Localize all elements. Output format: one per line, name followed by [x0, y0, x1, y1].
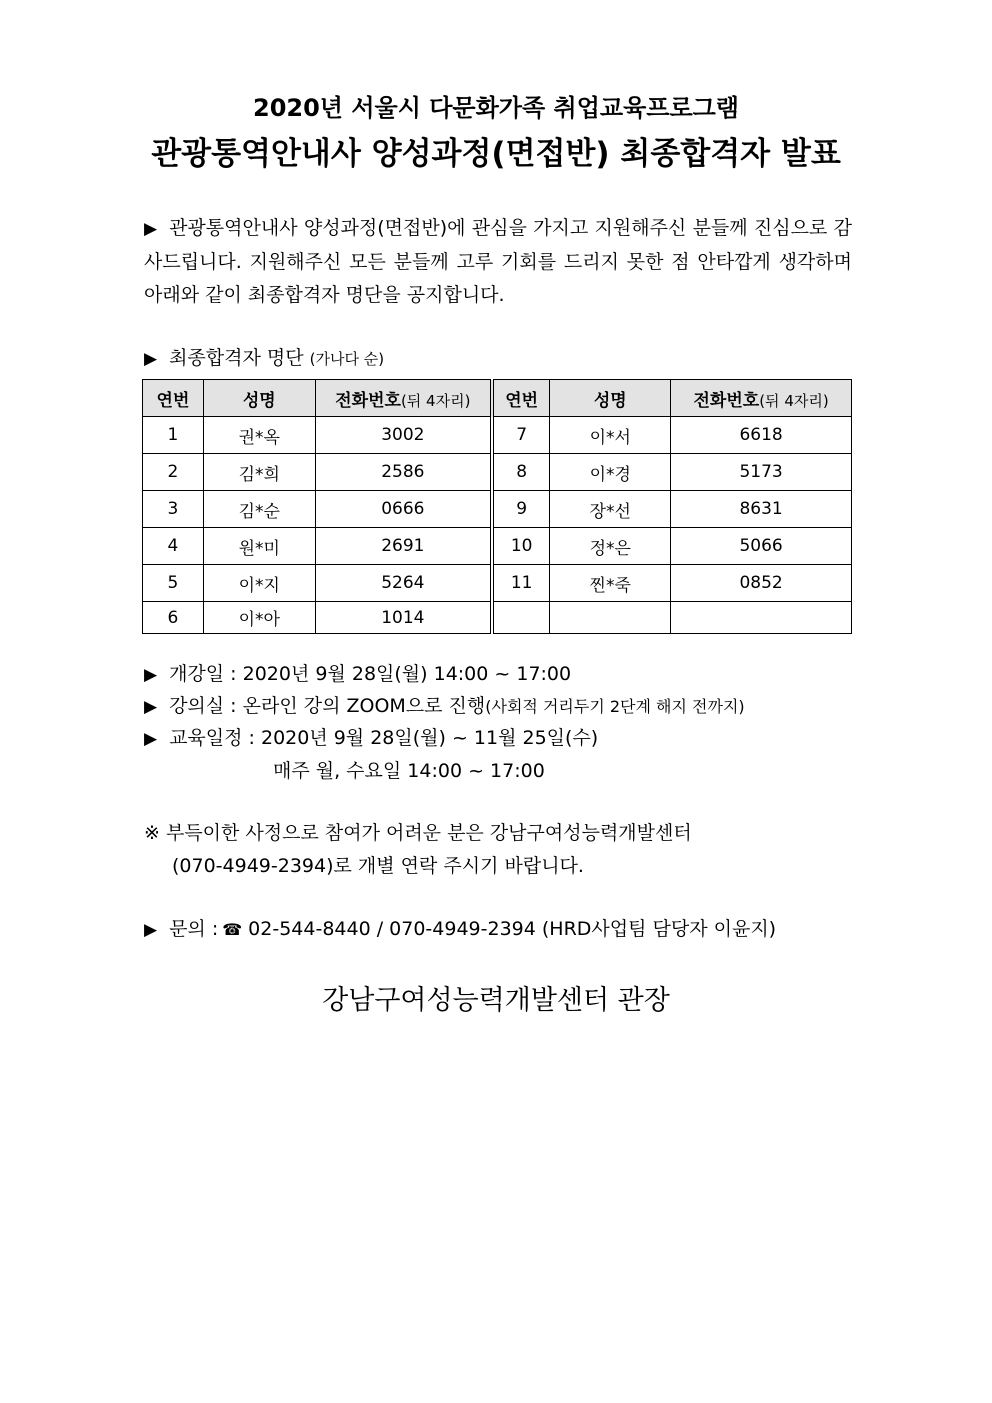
col-header-name: 성명	[550, 380, 671, 417]
cell-no: 11	[492, 565, 550, 602]
table-row	[143, 454, 852, 491]
table-row	[143, 528, 852, 565]
cell-no: 3	[143, 491, 204, 528]
cell-no: 7	[492, 417, 550, 454]
cell-phone: 5173	[671, 454, 852, 491]
cell-no: 1	[143, 417, 204, 454]
col-header-no: 연번	[492, 380, 550, 417]
cell-phone: 6618	[671, 417, 852, 454]
table-row	[143, 602, 852, 634]
cell-name: 김*순	[203, 491, 315, 528]
cell-no: 6	[143, 602, 204, 634]
cell-phone: 2586	[315, 454, 492, 491]
cell-phone: 1014	[315, 602, 492, 634]
table-row	[143, 417, 852, 454]
cell-no: 2	[143, 454, 204, 491]
document-title: 관광통역안내사 양성과정(면접반) 최종합격자 발표	[151, 136, 841, 172]
cell-no: 4	[143, 528, 204, 565]
contact-text: 02-544-8440 / 070-4949-2394 (HRD사업팀 담당자 이윤지)	[248, 918, 777, 940]
cell-no: 9	[492, 491, 550, 528]
schedule-room: ▶ 강의실 : 온라인 강의 ZOOM으로 진행(사회적 거리두기 2단계 해지 전까지)	[144, 695, 745, 717]
signature: 강남구여성능력개발센터 관장	[322, 985, 670, 1016]
phone-icon: ☎	[222, 920, 243, 939]
col-header-phone: 전화번호(뒤 4자리)	[315, 380, 492, 417]
col-header-no: 연번	[143, 380, 204, 417]
cell-name: 찐*죽	[550, 565, 671, 602]
cell-name: 원*미	[203, 528, 315, 565]
cell-phone: 2691	[315, 528, 492, 565]
cell-phone: 5066	[671, 528, 852, 565]
table-row	[143, 491, 852, 528]
table-header-row	[143, 380, 852, 417]
cell-name: 장*선	[550, 491, 671, 528]
cell-no	[492, 602, 550, 634]
cell-phone: 3002	[315, 417, 492, 454]
contact-label: 문의 :	[169, 918, 219, 940]
cell-name: 이*서	[550, 417, 671, 454]
list-heading	[144, 343, 384, 370]
triangle-bullet-icon: ▶	[144, 219, 158, 239]
triangle-bullet-icon: ▶	[144, 349, 158, 369]
triangle-bullet-icon: ▶	[144, 729, 158, 749]
cell-name: 이*경	[550, 454, 671, 491]
cell-name: 이*지	[203, 565, 315, 602]
schedule-period: ▶ 교육일정 : 2020년 9월 28일(월) ~ 11월 25일(수)	[144, 727, 599, 749]
cell-no: 5	[143, 565, 204, 602]
notice-line-1: ※ 부득이한 사정으로 참여가 어려운 분은 강남구여성능력개발센터	[144, 822, 692, 844]
col-header-phone: 전화번호(뒤 4자리)	[671, 380, 852, 417]
col-header-name: 성명	[203, 380, 315, 417]
schedule-start: ▶ 개강일 : 2020년 9월 28일(월) 14:00 ~ 17:00	[144, 663, 572, 685]
cell-phone: 0852	[671, 565, 852, 602]
cell-phone	[671, 602, 852, 634]
cell-phone: 0666	[315, 491, 492, 528]
cell-name: 김*희	[203, 454, 315, 491]
list-heading-note: (가나다 순)	[309, 350, 385, 368]
document-subtitle: 2020년 서울시 다문화가족 취업교육프로그램	[253, 94, 739, 122]
roster-table	[142, 379, 852, 634]
intro-paragraph	[144, 212, 852, 312]
table-row	[143, 565, 852, 602]
cell-name	[550, 602, 671, 634]
triangle-bullet-icon: ▶	[144, 920, 158, 940]
intro-text: 관광통역안내사 양성과정(면접반)에 관심을 가지고 지원해주신 분들께 진심으로 감사드립니다. 지원해주신 모든 분들께 고루 기회를 드리지 못한 점 안타깝게 생각하며 아래와 같이 최종합격자 명단을 공지합니다.	[144, 217, 852, 306]
cell-no: 8	[492, 454, 550, 491]
notice-line-2: (070-4949-2394)로 개별 연락 주시기 바랍니다.	[172, 855, 584, 877]
triangle-bullet-icon: ▶	[144, 665, 158, 685]
list-heading-label: 최종합격자 명단	[169, 347, 304, 369]
triangle-bullet-icon: ▶	[144, 697, 158, 717]
cell-name: 권*옥	[203, 417, 315, 454]
cell-name: 정*은	[550, 528, 671, 565]
contact-line	[144, 914, 776, 941]
schedule-period-detail: 매주 월, 수요일 14:00 ~ 17:00	[273, 760, 545, 782]
cell-name: 이*아	[203, 602, 315, 634]
cell-no: 10	[492, 528, 550, 565]
cell-phone: 5264	[315, 565, 492, 602]
cell-phone: 8631	[671, 491, 852, 528]
